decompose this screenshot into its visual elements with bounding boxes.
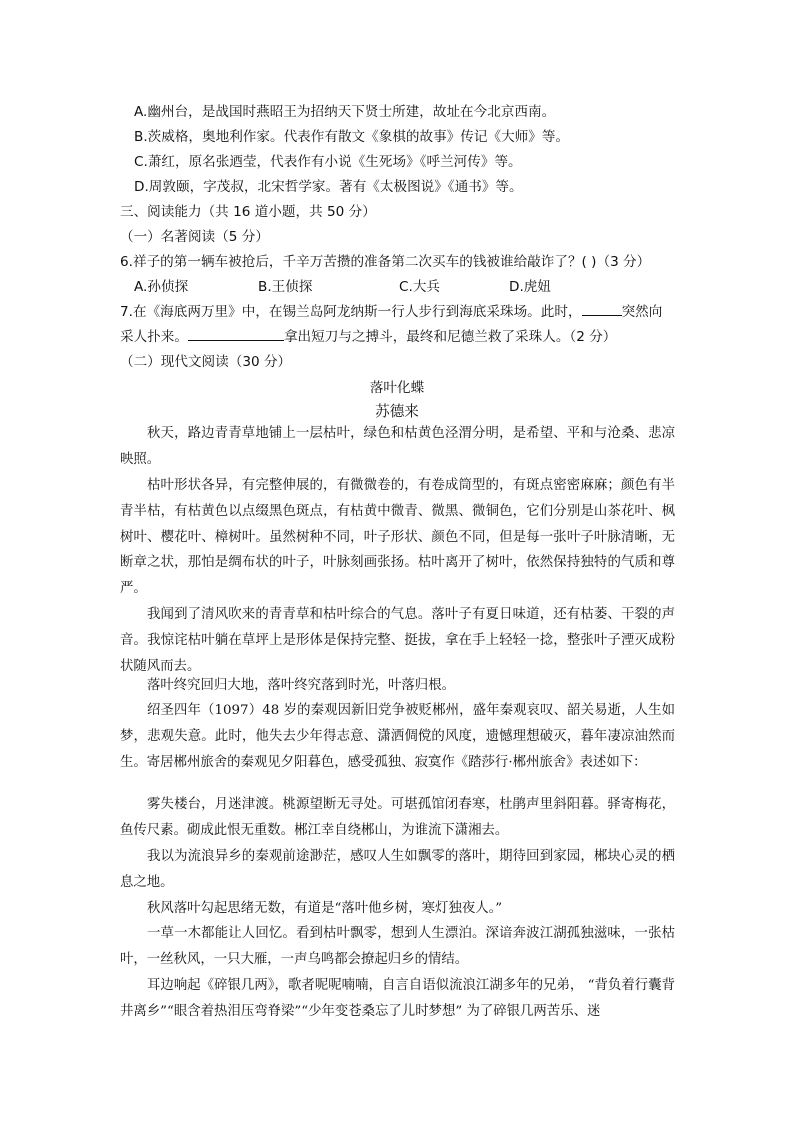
article-paragraph: 落叶终究回归大地，落叶终究落到时光，叶落归根。 <box>147 678 455 693</box>
question-7-line-1 <box>120 300 662 320</box>
question-7-text-a: 7.在《海底两万里》中，在锡兰岛阿龙纳斯一行人步行到海底采珠场。此时， <box>120 304 582 320</box>
question-7-text-c: 采人扑来。 <box>120 329 188 345</box>
answer-blank-1[interactable] <box>582 301 622 316</box>
question-7-line-2 <box>120 325 616 345</box>
choice-c: C.大兵 <box>399 279 441 295</box>
option-b: B.茨威格，奥地利作家。代表作有散文《象棋的故事》传记《大师》等。 <box>134 129 570 145</box>
article-author: 苏德来 <box>375 403 419 420</box>
article-paragraph: 耳边响起《碎银几两》，歌者呢呢喃喃，自言自语似流浪江湖多年的兄弟， “背负着行囊背井离乡”“眼含着热泪压弯脊梁”“少年变苍桑忘了儿时梦想” 为了碎银几两苦乐、迷 <box>120 978 675 1019</box>
subsection-header-classics: （一）名著阅读（5 分） <box>120 229 269 245</box>
choice-b: B.王侦探 <box>258 279 313 295</box>
choice-a: A.孙侦探 <box>134 279 189 295</box>
article-poem: 雾失楼台，月迷津渡。桃源望断无寻处。可堪孤馆闭春寒，杜鹃声里斜阳暮。驿寄梅花，鱼传尺素。砌成此恨无重数。郴江幸自绕郴山，为谁流下潇湘去。 <box>120 797 675 838</box>
question-7-text-d: 拿出短刀与之搏斗，最终和尼德兰救了采珠人。（2 分） <box>283 329 617 345</box>
option-c: C.萧红，原名张迺莹，代表作有小说《生死场》《呼兰河传》等。 <box>134 154 522 170</box>
answer-blank-2[interactable] <box>188 326 284 341</box>
article-title: 落叶化蝶 <box>369 380 425 396</box>
question-7-text-b: 突然向 <box>621 304 663 320</box>
article-paragraph: 绍圣四年（1097）48 岁的秦观因新旧党争被贬郴州，盛年秦观哀叹、韶关易逝，人生如梦，悲观失意。此时，他失去少年得志意、潇洒倜傥的风度，遗憾理想破灭，暮年凄凉油然而生。寄居郴州旅舍的秦观见夕阳暮色，感受孤独、寂寞作《踏莎行·郴州旅舍》表述如下： <box>120 703 675 770</box>
article-paragraph: 枯叶形状各异，有完整伸展的，有微微卷的，有卷成筒型的，有斑点密密麻麻；颜色有半青半枯，有枯黄色以点缀黑色斑点，有枯黄中微青、微黑、微铜色，它们分别是山茶花叶、枫树叶、樱花叶、樟树叶。虽然树种不同，叶子形状、颜色不同，但是每一张叶子叶脉清晰，无断章之状，那怕是绸布状的叶子，叶脉刻画张扬。枯叶离开了树叶，依然保持独特的气质和尊严。 <box>120 478 675 597</box>
article-paragraph: 我闻到了清风吹来的青青草和枯叶综合的气息。落叶子有夏日味道，还有枯萎、干裂的声音。我惊诧枯叶躺在草坪上是形体是保持完整、挺拔，拿在手上轻轻一捻，整张叶子湮灭成粉状随风而去。 <box>120 607 675 674</box>
article-paragraph: 秋天，路边青青草地铺上一层枯叶，绿色和枯黄色泾渭分明，是希望、平和与沧桑、悲凉映照。 <box>120 426 675 467</box>
article-paragraph: 一草一木都能让人回忆。看到枯叶飘零，想到人生漂泊。深谙奔波江湖孤独滋味，一张枯叶，一丝秋风，一只大雁，一声乌鸣都会撩起归乡的情结。 <box>120 926 675 967</box>
option-d: D.周敦颐，字茂叔，北宋哲学家。著有《太极图说》《通书》等。 <box>134 179 523 195</box>
choice-d: D.虎妞 <box>509 279 551 295</box>
article-paragraph: 秋风落叶勾起思绪无数，有道是“落叶他乡树，寒灯独夜人。” <box>147 901 503 916</box>
question-6: 6.祥子的第一辆车被抢后，千辛万苦攒的准备第二次买车的钱被谁给敲诈了？( )（3 分） <box>120 254 651 270</box>
question-6-choices <box>134 275 694 295</box>
section-header-reading: 三、阅读能力（共 16 道小题，共 50 分） <box>120 204 376 220</box>
subsection-header-modern-prose: （二）现代文阅读（30 分） <box>120 354 292 370</box>
option-a: A.幽州台，是战国时燕昭王为招纳天下贤士所建，故址在今北京西南。 <box>134 104 556 120</box>
article-paragraph: 我以为流浪异乡的秦观前途渺茫，感叹人生如飘零的落叶，期待回到家园，郴块心灵的栖息之地。 <box>120 849 675 890</box>
